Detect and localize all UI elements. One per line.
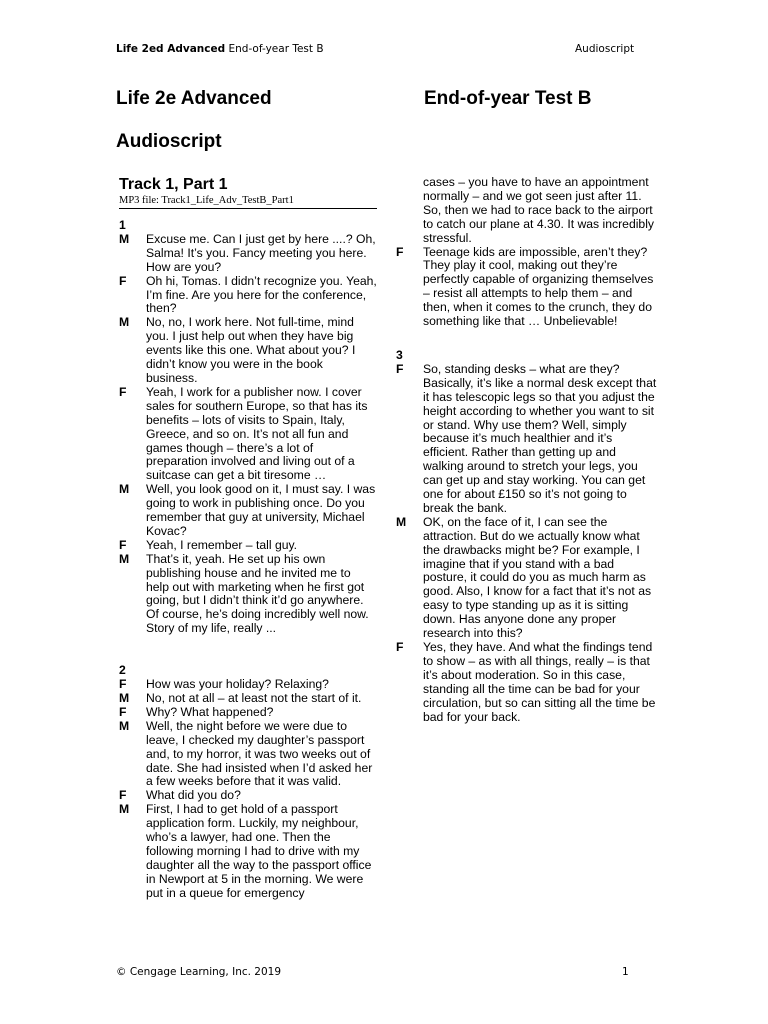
section-gap [396,329,658,349]
turn-text: So, standing desks – what are they? Basically, it’s like a normal desk except that it has telescopic legs so that you adjust the height according to whether you want to sit or stand. Why use them? Well, simply because it’s much healthier and it’s efficient. Rather than getting up and walking around to stretch your legs, you can get up and stay working. You can get one for about £150 so it’s not going to break the bank. [423,361,657,515]
dialogue-turn [119,803,377,900]
dialogue-turn [119,275,377,317]
dialogue-turn [119,678,377,692]
track-heading: Track 1, Part 1 [119,176,228,193]
speaker-label: F [119,537,127,552]
speaker-label: M [119,802,130,817]
dialogue-turn [396,516,658,641]
section-number-2: 2 [119,663,126,678]
dialogue-turn [119,720,377,790]
turn-text: Teenage kids are impossible, aren’t they? They play it cool, making out they’re perfectly capable of organizing themselves – resist all attempts to help them – and then, when it comes to the crunch, they do something like that … Unbelievable! [423,244,654,329]
turn-text: Excuse me. Can I just get by here ....? Oh, Salma! It’s you. Fancy meeting you here. How are you? [146,231,376,274]
mp3-filename: MP3 file: Track1_Life_Adv_TestB_Part1 [119,194,377,209]
speaker-label: F [396,640,404,654]
dialogue-turn [396,641,658,724]
dialogue-turn [119,316,377,386]
left-column [119,176,377,901]
document-title: Life 2e Advanced [116,88,272,109]
turn-continuation: cases – you have to have an appointment normally – and we got seen just after 11. So, then we had to race back to the airport to catch our plane at 4.30. It was incredibly stressful. [423,175,655,245]
turn-text: That’s it, yeah. He set up his own publishing house and he invited me to help out with marketing when he first got going, but I didn’t think it’d go anywhere. Of course, he’s doing incredibly well now. Story of my life, really ... [146,551,369,636]
dialogue-turn [119,553,377,636]
turn-text: Yeah, I work for a publisher now. I cover sales for southern Europe, so that has its benefits – lots of visits to Spain, Italy, Greece, and so on. It’s not all fun and games though – there’s a lot of preparation involved and living out of a suitcase can get a bit tiresome … [146,384,368,483]
turn-text: Well, you look good on it, I must say. I was going to work in publishing once. Do you remember that guy at university, Michael Kovac? [146,482,376,538]
dialogue-turn [119,692,377,706]
turn-text: How was your holiday? Relaxing? [146,677,329,692]
dialogue-turn [396,246,658,329]
turn-text: Well, the night before we were due to leave, I checked my daughter’s passport and, to my horror, it was two weeks out of date. She had insisted when I’d asked her a few weeks before that it was valid. [146,718,373,789]
turn-text: Yeah, I remember – tall guy. [146,537,298,552]
turn-text: No, not at all – at least not the start of it. [146,691,362,705]
speaker-label: F [119,704,127,719]
speaker-label: F [119,677,127,692]
speaker-label: M [119,691,130,705]
speaker-label: F [119,384,127,399]
turn-text: Oh hi, Tomas. I didn’t recognize you. Yeah, I’m fine. Are you here for the conference, then? [146,273,377,316]
dialogue-turn [119,539,377,553]
dialogue-turn [119,789,377,803]
speaker-label: M [119,482,130,497]
turn-text: Why? What happened? [146,704,274,719]
document-subtitle: Audioscript [116,131,222,152]
page-number: 1 [622,966,629,978]
speaker-label: M [119,315,130,330]
dialogue-turn [119,233,377,275]
running-header-right: Audioscript [575,43,635,55]
speaker-label: F [396,361,404,376]
test-title: End-of-year Test B [424,88,592,109]
header-test-name: End-of-year Test B [225,43,324,55]
speaker-label: M [396,514,407,529]
section-number-1: 1 [119,218,126,232]
turn-text: First, I had to get hold of a passport application form. Luckily, my neighbour, who’s a lawyer, had one. Then the following morning I had to drive with my daughter all the way to the passport office in Newport at 5 in the morning. We were put in a queue for emergency [146,802,372,900]
section-gap [119,636,377,664]
right-column [396,176,658,724]
footer-copyright: © Cengage Learning, Inc. 2019 [116,966,282,978]
section-number-3: 3 [396,347,403,362]
speaker-label: M [119,718,130,733]
speaker-label: F [119,273,127,288]
speaker-label: M [119,551,130,566]
turn-text: No, no, I work here. Not full-time, mind you. I just help out when they have big events like this one. What about you? I didn’t know you were in the book business. [146,315,356,385]
dialogue-turn [119,483,377,539]
header-course-name: Life 2ed Advanced [116,43,226,55]
turn-text: OK, on the face of it, I can see the attraction. But do we actually know what the drawbacks might be? For example, I imagine that if you stand with a bad posture, it could do you as much harm as good. Also, I know for a fact that it’s not as easy to type standing up as it is sitting down. Has anyone done any proper research into this? [423,514,652,641]
turn-text: What did you do? [146,788,241,803]
speaker-label: F [396,244,404,259]
dialogue-turn [119,706,377,720]
running-header-left [116,43,324,55]
dialogue-turn [396,363,658,516]
dialogue-turn [119,386,377,483]
speaker-label: F [119,788,127,803]
speaker-label: M [119,231,130,246]
turn-text: Yes, they have. And what the findings tend to show – as with all things, really – is that it’s about moderation. So in this case, standing all the time can be bad for your circulation, but so can sitting all the time be bad for your back. [423,640,656,724]
